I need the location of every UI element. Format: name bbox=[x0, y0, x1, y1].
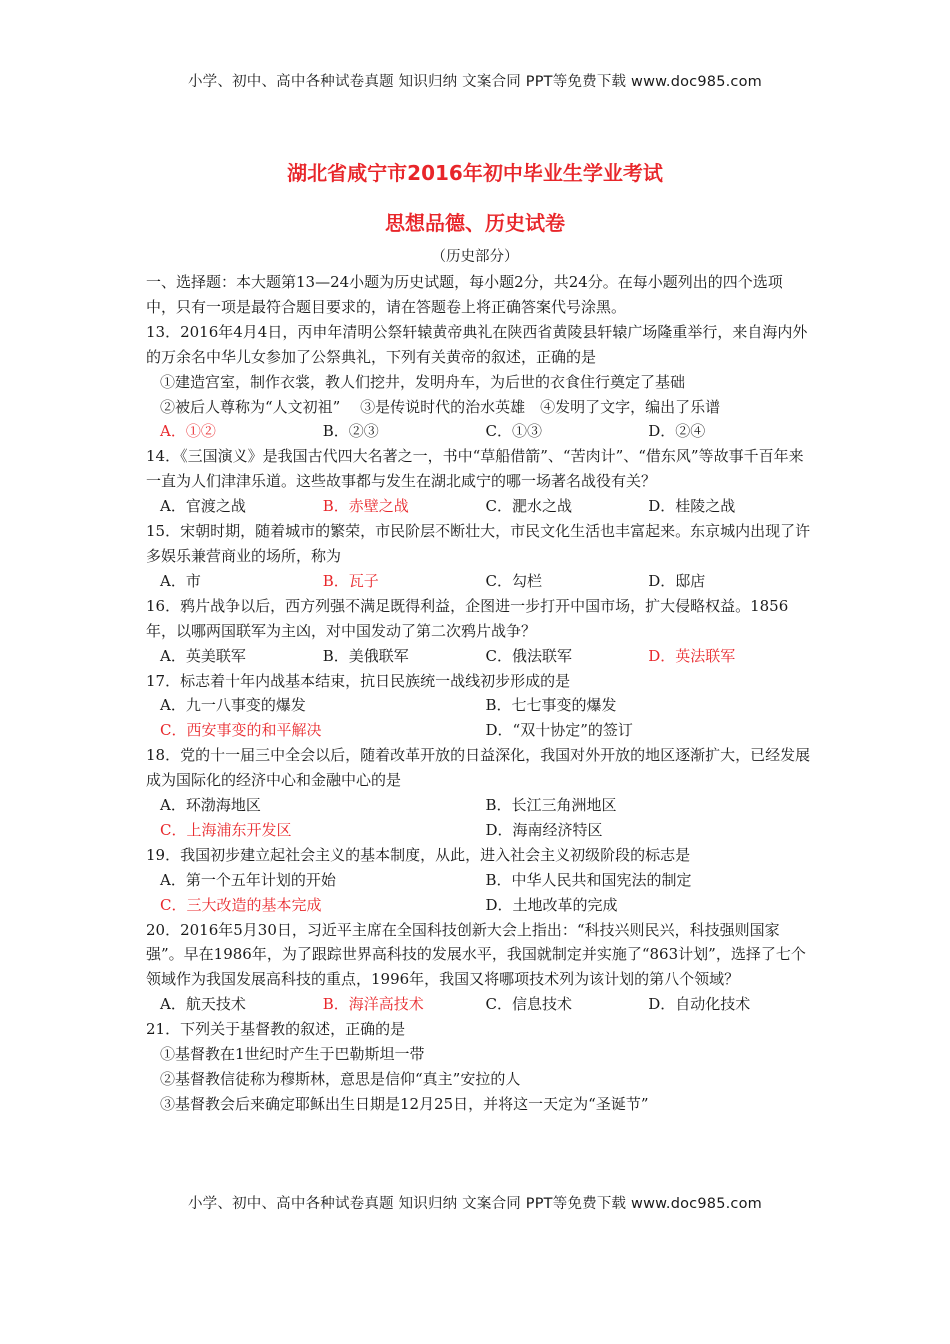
question-19 bbox=[146, 843, 811, 918]
option-d: D．邸店 bbox=[648, 571, 706, 590]
option-d: D．桂陵之战 bbox=[648, 497, 736, 516]
question-14 bbox=[146, 444, 811, 519]
option-b-correct: B．赤壁之战 bbox=[322, 497, 409, 516]
option-d: D．②④ bbox=[648, 422, 706, 441]
option-a-correct: A．①② bbox=[160, 422, 216, 441]
option-c: C．淝水之战 bbox=[485, 497, 572, 516]
question-13 bbox=[146, 320, 811, 445]
options-row bbox=[146, 494, 811, 519]
option-b: B．中华人民共和国宪法的制定 bbox=[485, 870, 692, 889]
options-row bbox=[146, 569, 811, 594]
option-a: A．第一个五年计划的开始 bbox=[160, 870, 336, 889]
options-row bbox=[146, 893, 811, 918]
question-statement: ①基督教在1世纪时产生于巴勒斯坦一带 bbox=[160, 1045, 425, 1064]
option-a: A．市 bbox=[160, 571, 201, 590]
question-stem: 15．宋朝时期，随着城市的繁荣，市民阶层不断壮大，市民文化生活也丰富起来。东京城内出现了许多娱乐兼营商业的场所，称为 bbox=[146, 522, 811, 565]
option-d: D．海南经济特区 bbox=[485, 820, 603, 839]
option-a: A．英美联军 bbox=[160, 646, 246, 665]
question-statement: ②被后人尊称为“人文初祖” ③是传说时代的治水英雄 ④发明了文字，编出了乐谱 bbox=[160, 397, 721, 416]
option-b-correct: B．瓦子 bbox=[322, 571, 379, 590]
question-stem: 13．2016年4月4日，丙申年清明公祭轩辕黄帝典礼在陕西省黄陵县轩辕广场隆重举行，来自海内外的万余名中华儿女参加了公祭典礼，下列有关黄帝的叙述，正确的是 bbox=[146, 322, 808, 366]
option-c: C．俄法联军 bbox=[485, 646, 572, 665]
page-footer: 小学、初中、高中各种试卷真题 知识归纳 文案合同 PPT等免费下载 www.doc985.com bbox=[187, 1196, 763, 1212]
question-statement: ②基督教信徒称为穆斯林，意思是信仰“真主”安拉的人 bbox=[160, 1070, 521, 1088]
question-statement: ①建造宫室，制作衣裳，教人们挖井，发明舟车，为后世的衣食住行奠定了基础 bbox=[160, 372, 686, 391]
question-stem: 16．鸦片战争以后，西方列强不满足既得利益，企图进一步打开中国市场，扩大侵略权益。1856年，以哪两国联军为主凶，对中国发动了第二次鸦片战争？ bbox=[146, 596, 789, 640]
option-d: D．“双十协定”的签订 bbox=[485, 721, 633, 740]
options-row bbox=[146, 793, 811, 818]
exam-subtitle: 思想品德、历史试卷 bbox=[385, 211, 565, 235]
option-a: A．航天技术 bbox=[160, 995, 246, 1014]
options-row bbox=[146, 992, 811, 1017]
options-row bbox=[146, 693, 811, 718]
option-b: B．长江三角洲地区 bbox=[485, 796, 617, 815]
question-16 bbox=[146, 594, 811, 669]
question-stem: 21．下列关于基督教的叙述，正确的是 bbox=[146, 1020, 406, 1039]
options-row bbox=[146, 818, 811, 843]
section-intro: 一、选择题：本大题第13—24小题为历史试题，每小题2分，共24分。在每小题列出的四个选项中，只有一项是最符合题目要求的，请在答题卷上将正确答案代号涂黑。 bbox=[146, 273, 783, 316]
question-stem: 19．我国初步建立起社会主义的基本制度，从此，进入社会主义初级阶段的标志是 bbox=[146, 845, 691, 864]
option-b: B．美俄联军 bbox=[322, 646, 409, 665]
option-c-correct: C．三大改造的基本完成 bbox=[160, 895, 322, 914]
option-c: C．信息技术 bbox=[485, 995, 572, 1014]
option-a: A．九一八事变的爆发 bbox=[160, 696, 306, 715]
option-b: B．②③ bbox=[322, 422, 379, 441]
options-row bbox=[146, 644, 811, 669]
question-stem: 20．2016年5月30日，习近平主席在全国科技创新大会上指出：“科技兴则民兴，科技强则国家强”。早在1986年，为了跟踪世界高科技的发展水平，我国就制定并实施了“863计划”，选择了七个领域作为我国发展高科技的重点，1996年，我国又将哪项技术列为该计划的第八个领域？ bbox=[146, 920, 806, 989]
exam-title: 湖北省咸宁市2016年初中毕业生学业考试 bbox=[287, 161, 663, 185]
page-header: 小学、初中、高中各种试卷真题 知识归纳 文案合同 PPT等免费下载 www.doc985.com bbox=[187, 74, 763, 90]
option-c: C．①③ bbox=[485, 422, 542, 441]
options-row bbox=[146, 419, 811, 444]
question-content bbox=[146, 270, 811, 1117]
option-b: B．七七事变的爆发 bbox=[485, 696, 617, 715]
question-15 bbox=[146, 519, 811, 594]
option-a: A．官渡之战 bbox=[160, 497, 246, 516]
section-label: （历史部分） bbox=[431, 249, 519, 265]
option-c-correct: C．上海浦东开发区 bbox=[160, 820, 292, 839]
question-21 bbox=[146, 1017, 811, 1117]
option-a: A．环渤海地区 bbox=[160, 796, 261, 815]
question-20 bbox=[146, 918, 811, 1018]
option-b-correct: B．海洋高技术 bbox=[322, 995, 424, 1014]
option-c-correct: C．西安事变的和平解决 bbox=[160, 721, 322, 740]
option-c: C．勾栏 bbox=[485, 571, 542, 590]
question-statement: ③基督教会后来确定耶稣出生日期是12月25日，并将这一天定为“圣诞节” bbox=[160, 1094, 649, 1113]
option-d-correct: D．英法联军 bbox=[648, 646, 736, 665]
option-d: D．自动化技术 bbox=[648, 995, 751, 1014]
question-17 bbox=[146, 669, 811, 744]
options-row bbox=[146, 718, 811, 743]
question-stem: 14．《三国演义》是我国古代四大名著之一，书中“草船借箭”、“苦肉计”、“借东风”等故事千百年来一直为人们津津乐道。这些故事都与发生在湖北咸宁的哪一场著名战役有关？ bbox=[146, 447, 804, 491]
question-18 bbox=[146, 743, 811, 843]
question-stem: 17．标志着十年内战基本结束，抗日民族统一战线初步形成的是 bbox=[146, 671, 571, 690]
option-d: D．土地改革的完成 bbox=[485, 895, 618, 914]
options-row bbox=[146, 868, 811, 893]
question-stem: 18．党的十一届三中全会以后，随着改革开放的日益深化，我国对外开放的地区逐渐扩大，已经发展成为国际化的经济中心和金融中心的是 bbox=[146, 746, 811, 790]
